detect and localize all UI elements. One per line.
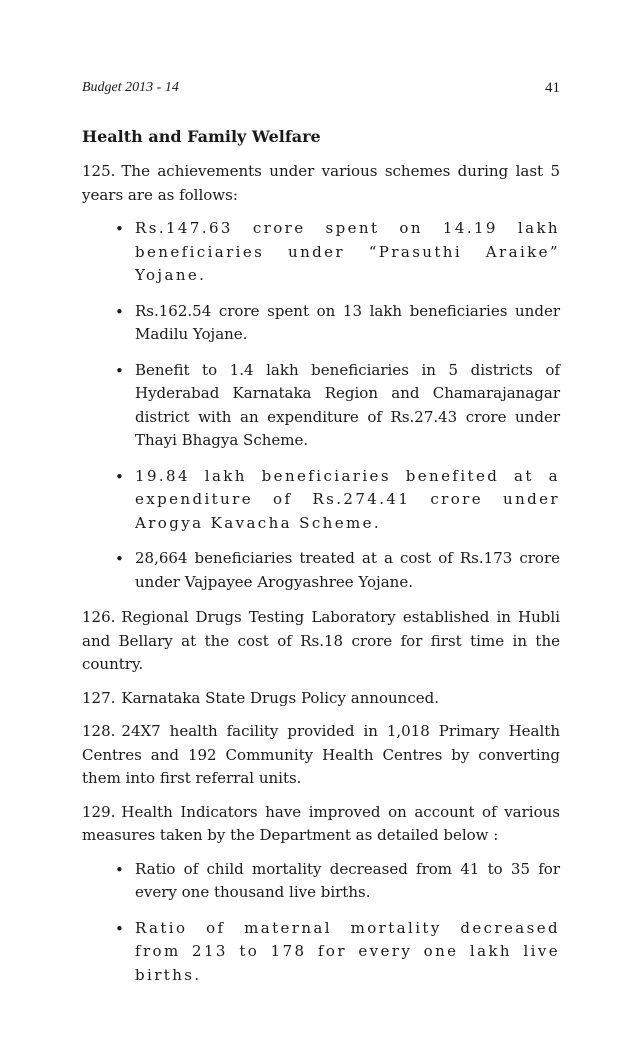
bullet-icon: •: [115, 361, 124, 380]
running-header: [82, 80, 560, 96]
header-title: Budget 2013 - 14: [82, 80, 179, 95]
list-item-text: Rs.147.63 crore spent on 14.19 lakh beneficiaries under “Prasuthi Araike” Yojane.: [135, 219, 560, 284]
list-item: [82, 217, 560, 288]
paragraph-text: Health Indicators have improved on account of various measures taken by the Department as detailed below :: [82, 802, 560, 844]
list-item: [82, 359, 560, 453]
paragraph-text: Regional Drugs Testing Laboratory established in Hubli and Bellary at the cost of Rs.18 crore for first time in the country.: [82, 608, 560, 673]
paragraph-128: [82, 720, 560, 791]
bullet-icon: •: [115, 919, 124, 938]
health-indicators-list: [82, 858, 560, 988]
paragraph-125: [82, 160, 560, 207]
section-body: [82, 160, 560, 999]
list-item-text: Ratio of maternal mortality decreased from 213 to 178 for every one lakh live births.: [135, 918, 560, 984]
list-item: [82, 465, 560, 536]
paragraph-text: 24X7 health facility provided in 1,018 Primary Health Centres and 192 Community Health Centres by converting them into first referral units.: [82, 722, 560, 787]
bullet-icon: •: [115, 550, 124, 568]
section-heading: Health and Family Welfare: [82, 127, 321, 146]
list-item: [82, 300, 560, 347]
paragraph-129: [82, 801, 560, 848]
list-item-text: 19.84 lakh beneficiaries benefited at a expenditure of Rs.274.41 crore under Arogya Kavacha Scheme.: [135, 466, 560, 532]
paragraph-127: [82, 687, 560, 711]
paragraph-text: The achievements under various schemes during last 5 years are as follows:: [82, 162, 560, 204]
paragraph-number: 126.: [82, 608, 116, 626]
list-item-text: 28,664 beneficiaries treated at a cost of Rs.173 crore under Vajpayee Arogyashree Yojane.: [135, 549, 560, 591]
list-item: [82, 917, 560, 988]
paragraph-number: 128.: [82, 722, 116, 740]
paragraph-number: 125.: [82, 162, 116, 180]
achievements-list: [82, 217, 560, 594]
bullet-icon: •: [115, 860, 124, 879]
bullet-icon: •: [115, 220, 124, 238]
list-item-text: Ratio of child mortality decreased from 41 to 35 for every one thousand live births.: [135, 859, 560, 901]
bullet-icon: •: [115, 302, 124, 321]
page-number: 41: [545, 80, 560, 96]
paragraph-number: 127.: [82, 688, 116, 707]
list-item: [82, 858, 560, 905]
list-item-text: Benefit to 1.4 lakh beneficiaries in 5 districts of Hyderabad Karnataka Region and Chamarajanagar district with an expenditure of Rs.27.43 crore under Thayi Bhagya Scheme.: [135, 360, 560, 449]
list-item-text: Rs.162.54 crore spent on 13 lakh beneficiaries under Madilu Yojane.: [135, 301, 560, 343]
list-item: [82, 547, 560, 594]
bullet-icon: •: [115, 467, 124, 486]
paragraph-126: [82, 606, 560, 677]
paragraph-number: 129.: [82, 802, 116, 821]
paragraph-text: Karnataka State Drugs Policy announced.: [121, 688, 439, 707]
